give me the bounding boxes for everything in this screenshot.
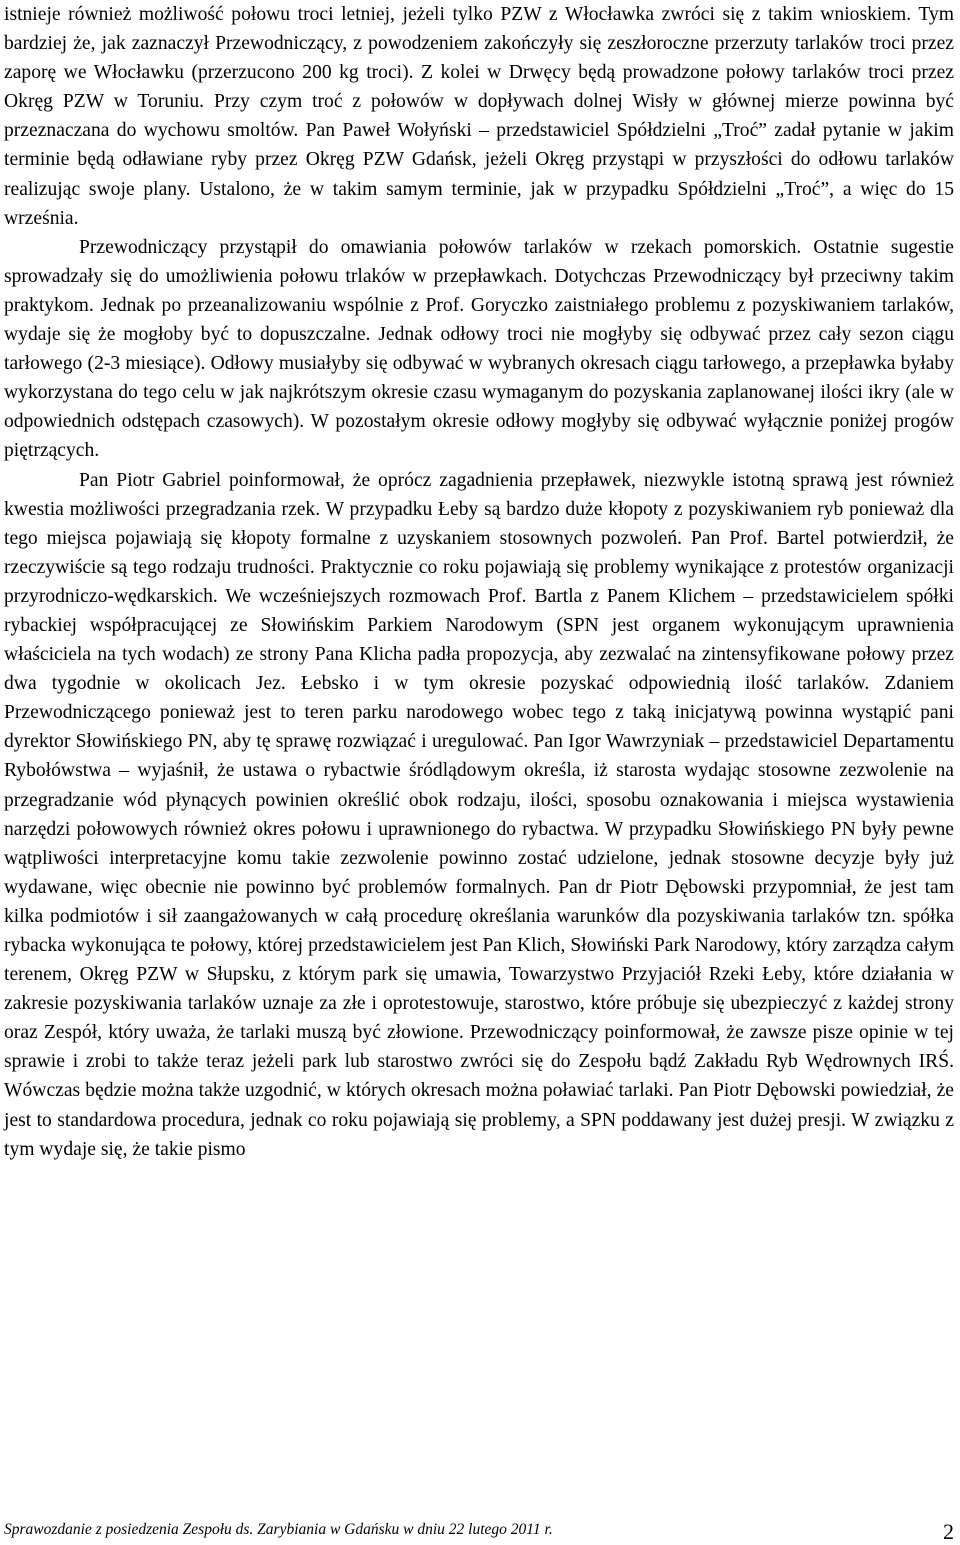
page-number: 2	[943, 1519, 954, 1544]
paragraph-3: Pan Piotr Gabriel poinformował, że oprócz zagadnienia przepławek, niezwykle istotną sprawą jest również kwestia możliwości przegradzania rzek. W przypadku Łeby są bardzo duże kłopoty z pozyskiwaniem ryb ponieważ dla tego miejsca pojawiają się kłopoty formalne z uzyskaniem stosownych pozwoleń. Pan Prof. Bartel potwierdził, że rzeczywiście są tego rodzaju trudności. Praktycznie co roku pojawiają się problemy wynikające z protestów organizacji przyrodniczo-wędkarskich. We wcześniejszych rozmowach Prof. Bartla z Panem Klichem – przedstawicielem spółki rybackiej współpracującej ze Słowińskim Parkiem Narodowym (SPN jest organem wykonującym uprawnienia właściciela na tych wodach) ze strony Pana Klicha padła propozycja, aby zezwalać na zintensyfikowane połowy przez dwa tygodnie w okolicach Jez. Łebsko i w tym okresie pozyskać odpowiednią ilość tarlaków. Zdaniem Przewodniczącego ponieważ jest to teren parku narodowego wobec tego z taką inicjatywą powinna wystąpić pani dyrektor Słowińskiego PN, aby tę sprawę rozwiązać i uregulować. Pan Igor Wawrzyniak – przedstawiciel Departamentu Rybołówstwa – wyjaśnił, że ustawa o rybactwie śródlądowym określa, iż starosta wydając stosowne zezwolenie na przegradzanie wód płynących powinien określić obok rodzaju, ilości, sposobu oznakowania i miejsca wystawienia narzędzi połowowych również okres połowu i uprawnionego do rybactwa. W przypadku Słowińskiego PN były pewne wątpliwości interpretacyjne komu takie zezwolenie powinno zostać udzielone, jednak stosowne decyzje były już wydawane, więc obecnie nie powinno być problemów formalnych. Pan dr Piotr Dębowski przypomniał, że jest tam kilka podmiotów i sił zaangażowanych w całą procedurę określania warunków dla pozyskiwania tarlaków tzn. spółka rybacka wykonująca te połowy, której przedstawicielem jest Pan Klich, Słowiński Park Narodowy, który zarządza całym terenem, Okręg PZW w Słupsku, z którym park się umawia, Towarzystwo Przyjaciół Rzeki Łeby, które działania w zakresie pozyskiwania tarlaków uznaje za złe i oprotestowuje, starostwo, które próbuje się ubezpieczyć z każdej strony oraz Zespół, który uważa, że tarlaki muszą być złowione. Przewodniczący poinformował, że zawsze pisze opinie w tej sprawie i zrobi to także teraz jeżeli park lub starostwo zwróci się do Zespołu bądź Zakładu Ryb Wędrownych IRŚ. Wówczas będzie można także uzgodnić, w których okresach można poławiać tarlaki. Pan Piotr Dębowski powiedział, że jest to standardowa procedura, jednak co roku pojawiają się problemy, a SPN poddawany jest dużej presji. W związku z tym wydaje się, że takie pismo	[4, 469, 954, 1160]
document-page	[4, 0, 954, 1164]
page-footer	[4, 1513, 954, 1545]
footer-caption: Sprawozdanie z posiedzenia Zespołu ds. Zarybiania w Gdańsku w dniu 22 lutego 2011 r.	[4, 1521, 553, 1538]
paragraph-2: Przewodniczący przystąpił do omawiania połowów tarlaków w rzekach pomorskich. Ostatnie sugestie sprowadzały się do umożliwienia połowu trlaków w przepławkach. Dotychczas Przewodniczący był przeciwny takim praktykom. Jednak po przeanalizowaniu wspólnie z Prof. Goryczko zaistniałego problemu z pozyskiwaniem tarlaków, wydaje się że mogłoby być to dopuszczalne. Jednak odłowy troci nie mogłyby się odbywać przez cały sezon ciągu tarłowego (2-3 miesiące). Odłowy musiałyby się odbywać w wybranych okresach ciągu tarłowego, a przepławka byłaby wykorzystana do tego celu w jak najkrótszym okresie czasu wymaganym do pozyskania zaplanowanej ilości ikry (ale w odpowiednich odstępach czasowych). W pozostałym okresie odłowy mogłyby się odbywać wyłącznie poniżej progów piętrzących.	[4, 236, 954, 462]
paragraph-1: istnieje również możliwość połowu troci letniej, jeżeli tylko PZW z Włocławka zwróci się z takim wnioskiem. Tym bardziej że, jak zaznaczył Przewodniczący, z powodzeniem zakończyły się zeszłoroczne przerzuty tarlaków troci przez zaporę we Włocławku (przerzucono 200 kg troci). Z kolei w Drwęcy będą prowadzone połowy tarlaków troci przez Okręg PZW w Toruniu. Przy czym troć z połowów w dopływach dolnej Wisły w głównej mierze powinna być przeznaczana do wychowu smoltów. Pan Paweł Wołyński – przedstawiciel Spółdzielni „Troć” zadał pytanie w jakim terminie będą odławiane ryby przez Okręg PZW Gdańsk, jeżeli Okręg przystąpi w przyszłości do odłowu tarlaków realizując swoje plany. Ustalono, że w takim samym terminie, jak w przypadku Spółdzielni „Troć”, a więc do 15 września.	[4, 4, 954, 229]
